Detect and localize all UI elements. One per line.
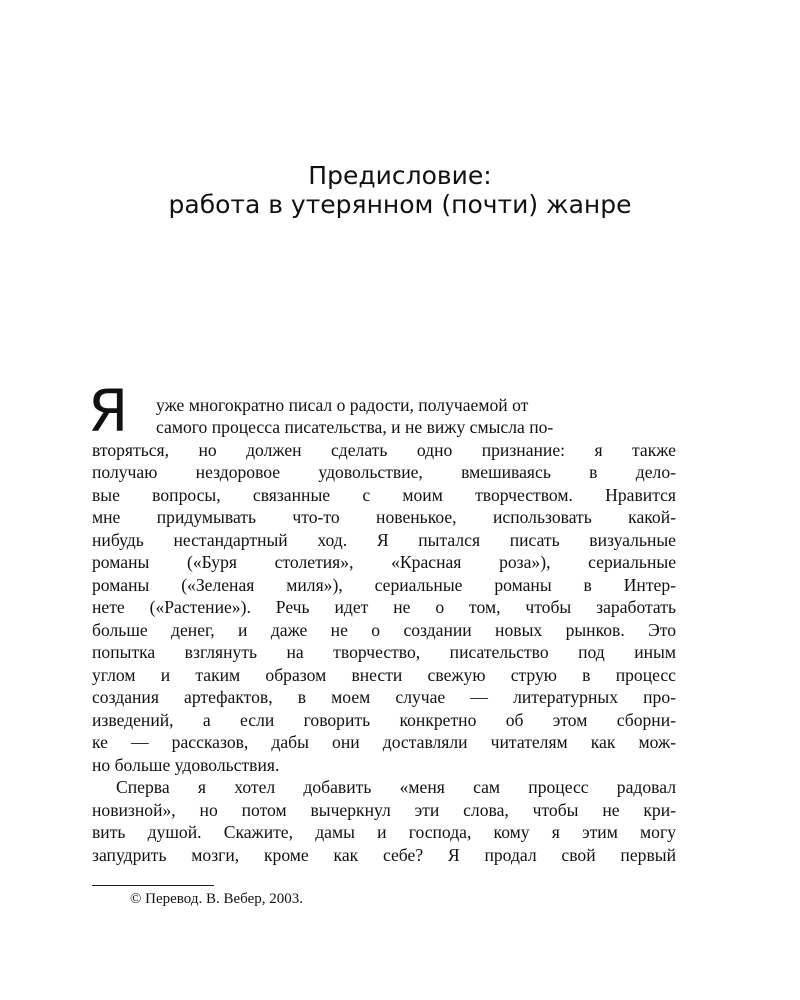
text-line: больше денег, и даже не о создании новых рынков. Это bbox=[92, 620, 676, 640]
text-line: изведений, а если говорить конкретно об этом сборни- bbox=[92, 710, 676, 730]
text-line: вые вопросы, связанные с моим творчеством. Нравится bbox=[92, 485, 676, 505]
text-line: запудрить мозги, кроме как себе? Я продал свой первый bbox=[92, 845, 676, 865]
chapter-title-line-2: работа в утерянном (почти) жанре bbox=[168, 190, 632, 219]
text-line: нете («Растение»). Речь идет не о том, чтобы заработать bbox=[92, 597, 676, 617]
text-line: Сперва я хотел добавить «меня сам процесс радовал bbox=[116, 777, 676, 797]
text-line: мне придумывать что-то новенькое, использовать какой- bbox=[92, 507, 676, 527]
text-line: попытка взглянуть на творчество, писательство под иным bbox=[92, 642, 676, 662]
text-line: уже многократно писал о радости, получаемой от bbox=[156, 395, 529, 415]
text-line: но больше удовольствия. bbox=[92, 755, 280, 775]
text-line: новизной», но потом вычеркнул эти слова, чтобы не кри- bbox=[92, 800, 676, 820]
drop-cap: Я bbox=[88, 377, 129, 445]
text-line: углом и таким образом внести свежую струю в процесс bbox=[92, 665, 676, 685]
chapter-title-line-1: Предисловие: bbox=[308, 161, 492, 190]
text-line: вторяться, но должен сделать одно признание: я также bbox=[92, 440, 676, 460]
text-line: создания артефактов, в моем случае — литературных про- bbox=[92, 687, 676, 707]
text-line: самого процесса писательства, и не вижу смысла по- bbox=[156, 417, 554, 437]
text-line: вить душой. Скажите, дамы и господа, кому я этим могу bbox=[92, 822, 676, 842]
footnote: © Перевод. В. Вебер, 2003. bbox=[130, 891, 303, 907]
text-line: ке — рассказов, дабы они доставляли читателям как мож- bbox=[92, 732, 676, 752]
footnote-separator bbox=[92, 885, 214, 886]
text-line: получаю нездоровое удовольствие, вмешиваясь в дело- bbox=[92, 462, 676, 482]
text-line: романы («Буря столетия», «Красная роза»), сериальные bbox=[92, 552, 676, 572]
text-line: романы («Зеленая миля»), сериальные романы в Интер- bbox=[92, 575, 676, 595]
text-line: нибудь нестандартный ход. Я пытался писать визуальные bbox=[92, 530, 676, 550]
